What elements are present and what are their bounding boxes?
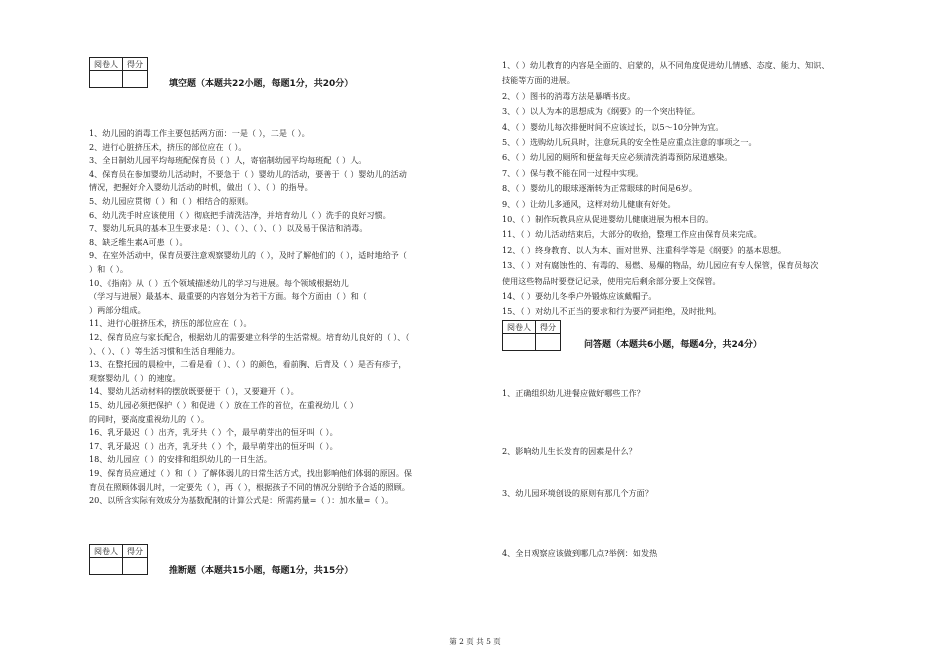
fill-question-line: 13、在整托园的晨检中，二看是看（ ）、（ ）的颜色，看前胸、后背及（ ）是否有疹子，: [89, 359, 407, 370]
qa-item: 2、影响幼儿生长发育的因素是什么？: [502, 446, 637, 456]
score-cell: [123, 71, 148, 88]
reviewer-cell: [90, 558, 123, 575]
fill-question-line: 2、进行心脏挤压术，挤压的部位应在（ ）。: [89, 141, 247, 152]
fill-question-line: 17、乳牙最迟（ ）出齐，乳牙共（ ）个，最早萌芽出的恒牙叫（ ）。: [89, 440, 338, 451]
judge-question-line: 5、（ ）选购幼儿玩具时，注意玩具的安全性是应重点注意的事项之一。: [502, 137, 757, 147]
fill-question-line: 观察婴幼儿（ ）的速度。: [89, 372, 181, 383]
score-box: [89, 544, 148, 575]
judge-question-line: 技能等方面的进展。: [502, 75, 575, 86]
fill-question-line: 18、幼儿园应（ ）的安排和组织幼儿的一日生活。: [89, 454, 272, 465]
score-label: 得分: [123, 545, 148, 558]
fill-question-line: 4、保育员在参加婴幼儿活动时，不要急于（ ）婴幼儿的活动，要善于（ ）婴幼儿的活动: [89, 168, 407, 179]
fill-question-line: 16、乳牙最迟（ ）出齐，乳牙共（ ）个，最早萌芽出的恒牙叫（ ）。: [89, 427, 338, 438]
fill-question-line: 19、保育员应通过（ ）和（ ）了解体弱儿的日常生活方式，找出影响他们体弱的原因。保: [89, 468, 413, 478]
judge-question-line: 6、（ ）幼儿园的厕所和便盆每天应必须清洗消毒预防尿道感染。: [502, 152, 733, 163]
fill-question-line: 10、《指南》从（ ）五个领域描述幼儿的学习与进展。每个领域根据幼儿: [89, 277, 349, 288]
fill-question-line: 20、以所含实际有效成分为基数配制的计算公式是：所需药量=（ ）：加水量=（ ）。: [89, 495, 394, 506]
fill-question-line: 8、缺乏维生素A可患（ ）。: [89, 236, 188, 247]
judge-question-line: 9、（ ）让幼儿多通风，这样对幼儿健康有好处。: [502, 198, 676, 209]
qa-section-title: 问答题（本题共6小题，每题4分，共24分）: [584, 340, 763, 350]
judge-question-line: 15、（ ）对幼儿不正当的要求和行为要严词拒绝，及时批判。: [502, 306, 722, 317]
judge-section-title: 推断题（本题共15小题，每题1分，共15分）: [169, 566, 354, 576]
fill-question-line: ）两部分组成。: [89, 304, 146, 315]
page-number: 第 2 页 共 5 页: [449, 637, 501, 646]
fill-question-line: 7、婴幼儿玩具的基本卫生要求是：（ ）、（ ）、（ ）、（ ）以及易于保洁和消毒。: [89, 223, 368, 234]
fill-question-line: 5、幼儿园应贯彻（ ）和（ ）相结合的原则。: [89, 196, 254, 206]
fill-question-line: 12、保育员应与家长配合，根据幼儿的需要建立科学的生活常规。培育幼儿良好的（ ）、（: [89, 332, 410, 342]
reviewer-cell: [90, 71, 123, 88]
fill-question-line: 9、在室外活动中，保育员要注意观察婴幼儿的（ ），及时了解他们的（ ），适时地给予（: [89, 250, 407, 261]
score-box: [89, 57, 148, 88]
judge-question-line: 4、（ ）婴幼儿每次排便时间不应该过长，以5～10分钟为宜。: [502, 121, 724, 132]
judge-question-line: 10、（ ）制作玩教具应从促进婴幼儿健康进展为根本目的。: [502, 214, 714, 224]
fill-question-line: 14、婴幼儿活动材料的摆放既要便于（ ），又要避开（ ）。: [89, 386, 299, 397]
score-label: 得分: [123, 58, 148, 71]
fill-question-line: 的同时，要高度重视幼儿的（ ）。: [89, 413, 209, 424]
qa-item: 4、全日观察应该做到哪几点?举例：如发热: [502, 548, 658, 558]
reviewer-cell: [503, 334, 536, 351]
score-cell: [536, 334, 561, 351]
judge-question-line: 使用这些物品时要登记记录，使用完后剩余部分要上交保管。: [502, 275, 721, 286]
qa-item: 1、正确组织幼儿进餐应做好哪些工作？: [502, 388, 645, 398]
fill-question-line: 1、幼儿园的消毒工作主要包括两方面：一是（ ），二是（ ）。: [89, 128, 310, 138]
judge-question-line: 11、（ ）幼儿活动结束后，大部分的收拾，整理工作应由保育员来完成。: [502, 229, 762, 240]
judge-question-line: 1、（ ）幼儿教育的内容是全面的、启蒙的，从不同角度促进幼儿情感、态度、能力、知识、: [502, 60, 830, 70]
judge-question-line: 12、（ ）终身教育、以人为本、面对世界、注重科学等是《纲要》的基本思想。: [502, 244, 787, 255]
judge-question-line: 3、（ ）以人为本的思想成为《纲要》的一个突出特征。: [502, 106, 700, 117]
fill-question-line: （学习与进展）最基本、最重要的内容划分为若干方面。每个方面由（ ）和（: [89, 291, 367, 302]
judge-question-line: 13、（ ）对有腐蚀性的、有毒的、易燃、易爆的物品，幼儿园应有专人保管，保育员每次: [502, 260, 819, 271]
judge-question-line: 14、（ ）要幼儿冬季户外锻炼应该戴帽子。: [502, 291, 657, 301]
fill-question-line: 育员在照顾体弱儿时，一定要先（ ），再（ ），根据孩子不同的情况分别给予合适的照顾。: [89, 481, 410, 492]
fill-question-line: ）和（ ）。: [89, 264, 128, 274]
fill-question-line: ）、（ ）、（ ）等生活习惯和生活自理能力。: [89, 345, 240, 356]
judge-question-line: 7、（ ）保与教不能在同一过程中实现。: [502, 167, 644, 178]
reviewer-label: 阅卷人: [90, 58, 123, 71]
fill-question-line: 3、全日制幼儿园平均每班配保育员（ ）人，寄宿制幼园平均每班配（ ）人。: [89, 155, 367, 166]
reviewer-label: 阅卷人: [503, 321, 536, 334]
qa-item: 3、幼儿园环境创设的原则有那几个方面？: [502, 488, 653, 498]
fill-section-title: 填空题（本题共22小题，每题1分，共20分）: [169, 79, 354, 89]
score-label: 得分: [536, 321, 561, 334]
score-cell: [123, 558, 148, 575]
score-box: [502, 320, 561, 351]
judge-question-line: 2、（ ）图书的消毒方法是暴晒书皮。: [502, 90, 636, 101]
judge-question-line: 8、（ ）婴幼儿的眼球逐渐转为正常眼球的时间是6岁。: [502, 183, 697, 194]
reviewer-label: 阅卷人: [90, 545, 123, 558]
fill-question-line: 情况，把握好介入婴幼儿活动的时机，做出（ ）、（ ）的指导。: [89, 182, 313, 193]
fill-question-line: 6、幼儿洗手时应该使用（ ）彻底把手清洗洁净，并培育幼儿（ ）洗手的良好习惯。: [89, 209, 391, 220]
fill-question-line: 15、幼儿园必须把保护（ ）和促进（ ）放在工作的首位，在重视幼儿（ ）: [89, 400, 358, 410]
fill-question-line: 11、进行心脏挤压术，挤压的部位应在（ ）。: [89, 318, 252, 329]
